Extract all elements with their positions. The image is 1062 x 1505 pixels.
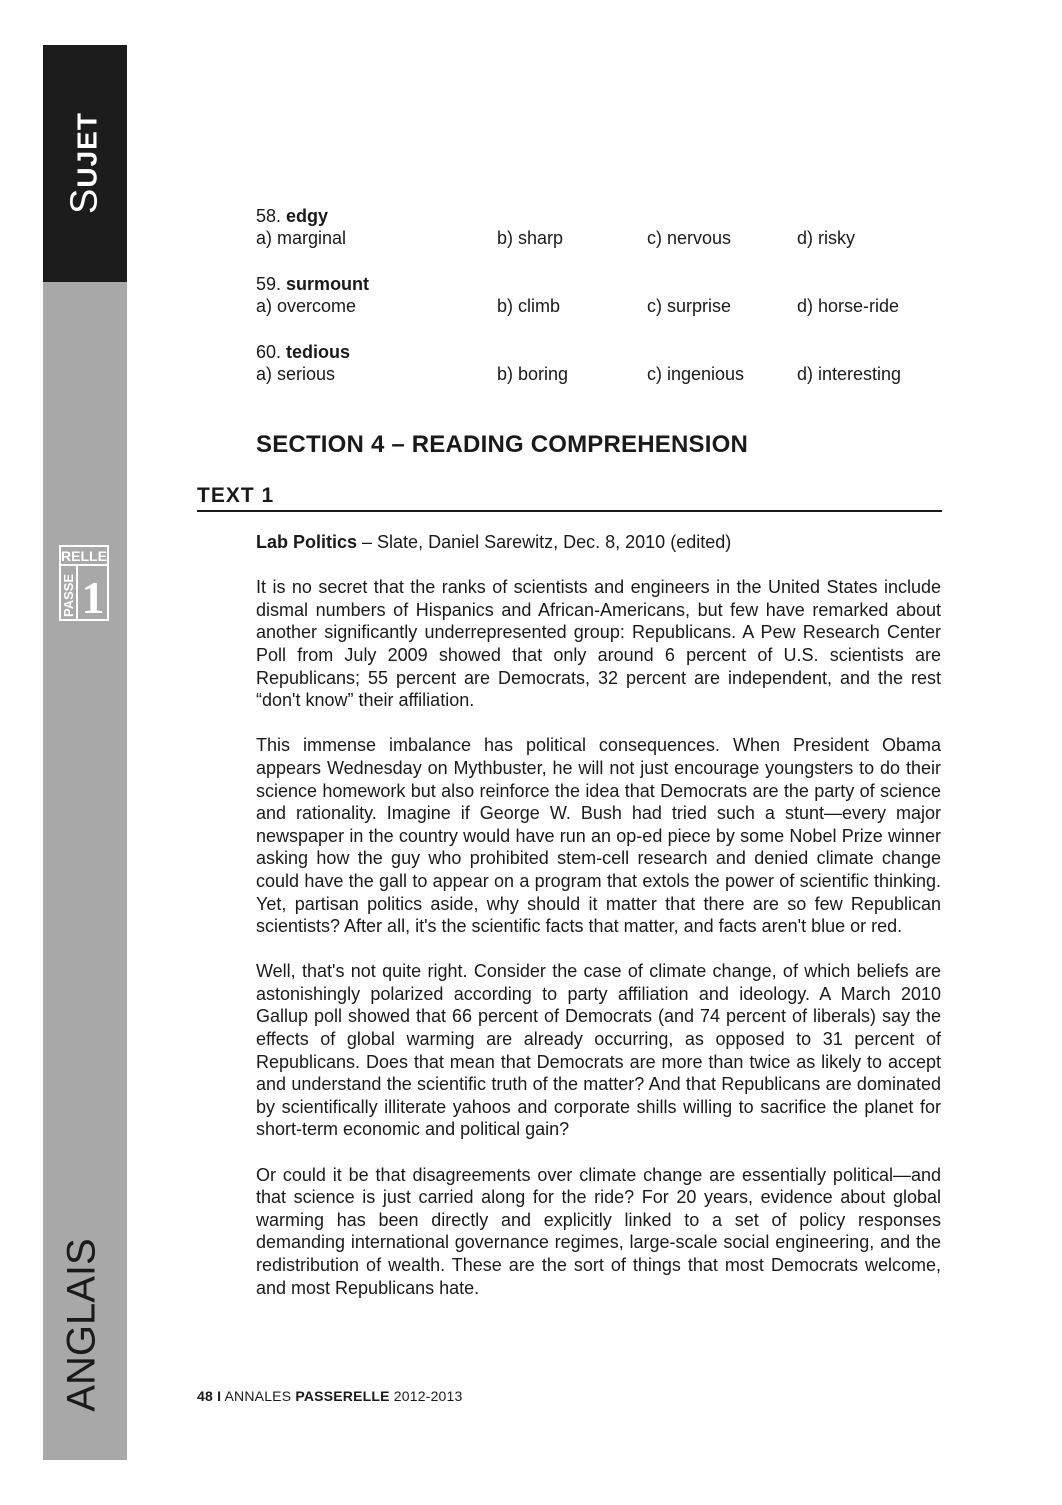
option-b: b) boring bbox=[497, 364, 569, 384]
option-b: b) sharp bbox=[497, 228, 564, 248]
vocabulary-list bbox=[256, 205, 956, 409]
option-b: b) climb bbox=[497, 296, 561, 316]
vocab-question-58: 58. edgy a) marginal b) sharp c) nervous d) risky bbox=[256, 206, 855, 248]
svg-text:1: 1 bbox=[81, 572, 105, 621]
page-footer: 48 I ANNALES PASSERELLE 2012-2013 bbox=[197, 1388, 463, 1404]
option-c: c) surprise bbox=[647, 296, 732, 316]
svg-text:RELLE: RELLE bbox=[61, 548, 107, 564]
article-source: Lab Politics – Slate, Daniel Sarewitz, Dec. 8, 2010 (edited) bbox=[256, 532, 732, 552]
passerelle-logo bbox=[59, 545, 109, 621]
svg-text:PASSE: PASSE bbox=[61, 573, 76, 617]
option-c: c) nervous bbox=[647, 228, 732, 248]
option-d: d) risky bbox=[797, 228, 855, 248]
article-paragraph: Or could it be that disagreements over climate change are essentially political—and that science is just carried along for the ride? For 20 years, evidence about global warming has been directly and explicitly linked to a set of policy responses demanding international governance regimes, large-scale social engineering, and the redistribution of wealth. These are the sort of things that most Democrats welcome, and most Republicans hate. bbox=[256, 1164, 941, 1298]
article-paragraph: This immense imbalance has political consequences. When President Obama appears Wednesday on Mythbuster, he will not just encourage youngsters to do their science homework but also reinforce the idea that Democrats are the party of science and rationality. Imagine if George W. Bush had tried such a stunt—every major newspaper in the country would have run an op-ed piece by some Nobel Prize winner asking how the guy who prohibited stem-cell research and denied climate change could have the gall to appear on a program that extols the power of scientific thinking. Yet, partisan politics aside, why should it matter that there are so few Republican scientists? After all, it's the scientific facts that matter, and facts aren't blue or red. bbox=[256, 735, 941, 937]
title-rule-divider bbox=[197, 510, 942, 512]
text-title: TEXT 1 bbox=[197, 484, 275, 507]
sujet-label: SUJET bbox=[63, 112, 106, 214]
vocab-question-59: 59. surmount a) overcome b) climb c) surprise d) horse-ride bbox=[256, 274, 900, 316]
vocab-question-60: 60. tedious a) serious b) boring c) ingenious d) interesting bbox=[256, 342, 902, 384]
option-d: d) interesting bbox=[797, 364, 902, 384]
option-a: a) marginal bbox=[256, 228, 347, 248]
anglais-label: ANGLAIS bbox=[59, 1238, 104, 1412]
page-number: 48 bbox=[197, 1388, 213, 1404]
option-c: c) ingenious bbox=[647, 364, 745, 384]
option-a: a) serious bbox=[256, 364, 336, 384]
article-paragraph: It is no secret that the ranks of scientists and engineers in the United States include dismal numbers of Hispanics and African-Americans, but few have remarked about another significantly underrepresented group: Republicans. A Pew Research Center Poll from July 2009 showed that only around 6 percent of U.S. scientists are Republicans; 55 percent are Democrats, 32 percent are independent, and the rest “don't know” their affiliation. bbox=[256, 577, 941, 711]
option-d: d) horse-ride bbox=[797, 296, 900, 316]
article-paragraph: Well, that's not quite right. Consider the case of climate change, of which beliefs are astonishingly polarized according to party affiliation and ideology. A March 2010 Gallup poll showed that 66 percent of Democrats (and 74 percent of liberals) say the effects of global warming are already occurring, as opposed to 31 percent of Republicans. Does that mean that Democrats are more than twice as likely to accept and understand the scientific truth of the matter? And that Republicans are dominated by scientifically illiterate yahoos and corporate shills willing to sacrifice the planet for short-term economic and political gain? bbox=[256, 961, 941, 1140]
section-title: SECTION 4 – READING COMPREHENSION bbox=[256, 431, 749, 458]
option-a: a) overcome bbox=[256, 296, 357, 316]
article bbox=[256, 531, 941, 1322]
